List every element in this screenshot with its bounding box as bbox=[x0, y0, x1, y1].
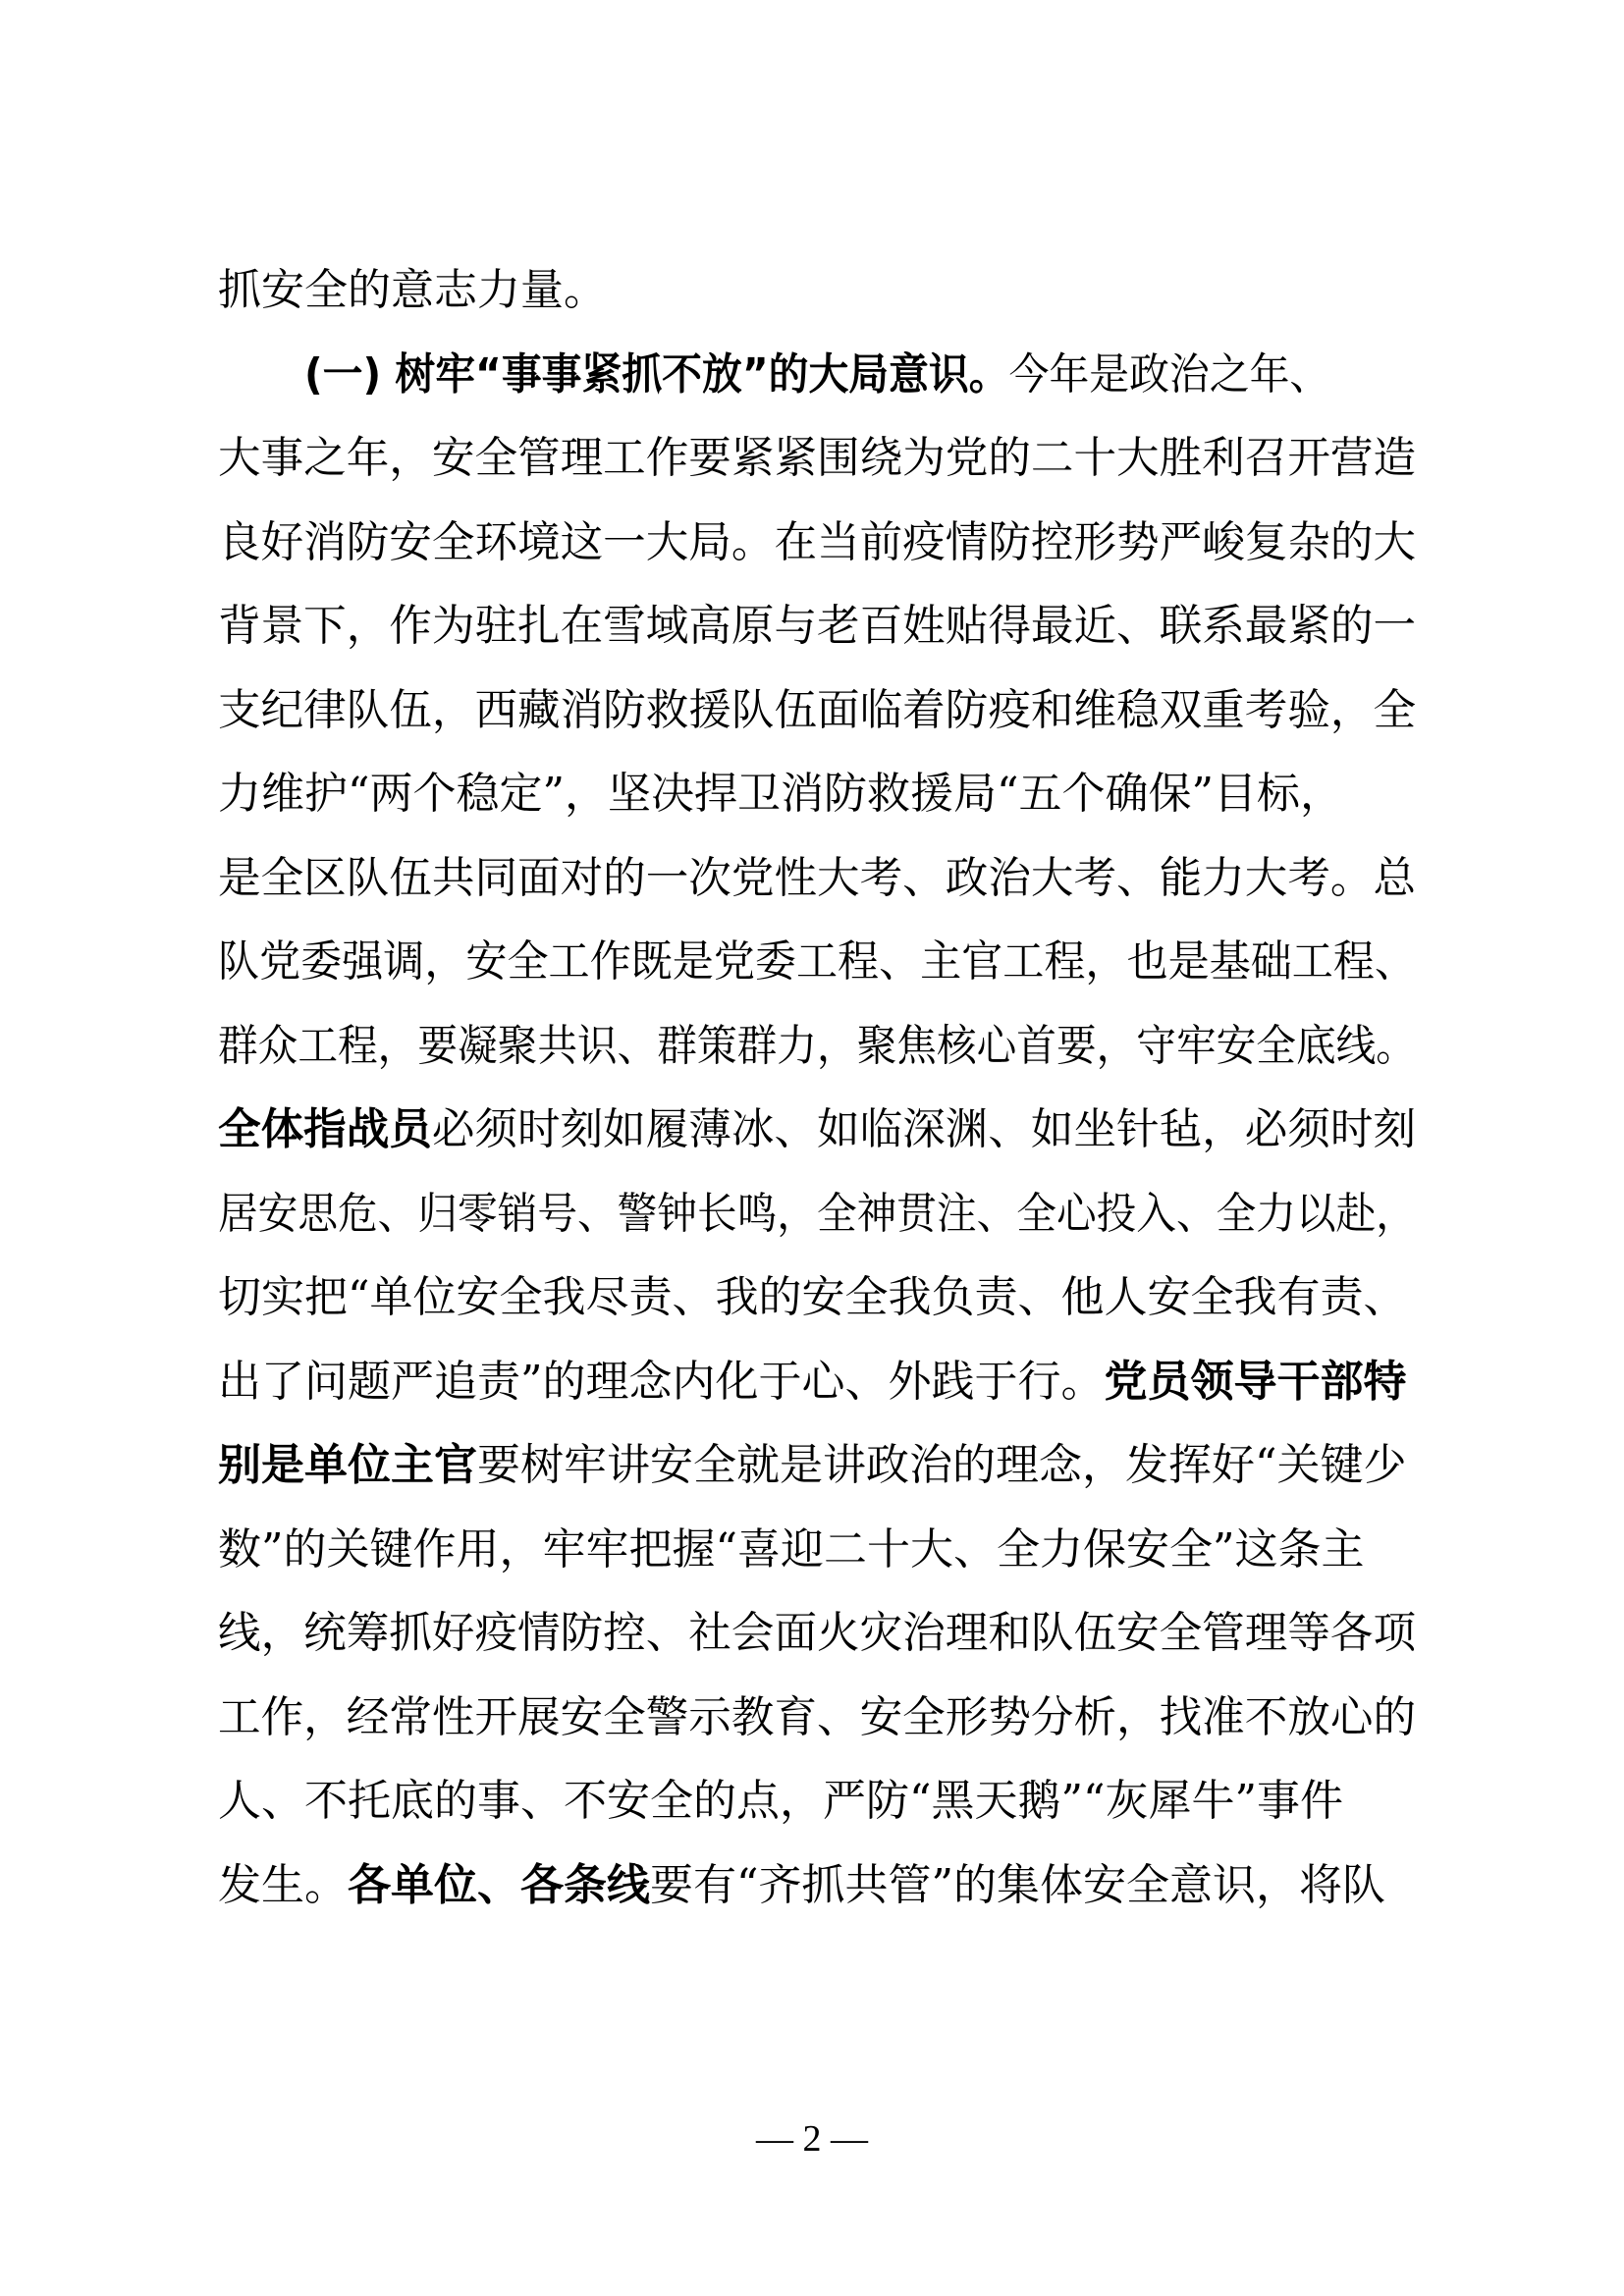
text-line bbox=[218, 923, 1416, 1001]
text-segment: 要有“齐抓共管”的集体安全意识，将队 bbox=[650, 1859, 1385, 1910]
text-segment: 工作，经常性开展安全警示教育、安全形势分析，找准不放心的 bbox=[218, 1691, 1417, 1742]
text-line bbox=[218, 1343, 1416, 1421]
text-segment: 必须时刻如履薄冰、如临深渊、如坐针毡，必须时刻 bbox=[431, 1104, 1417, 1154]
text-segment: 出了问题严追责”的理念内化于心、外践于行。 bbox=[218, 1356, 1105, 1407]
text-segment: 数”的关键作用，牢牢把握“喜迎二十大、全力保安全”这条主 bbox=[218, 1523, 1365, 1575]
text-segment: 群众工程，要凝聚共识、群策群力，聚焦核心首要，守牢安全底线。 bbox=[218, 1020, 1416, 1071]
bold-text-segment: 党员领导干部特 bbox=[1104, 1356, 1407, 1407]
text-segment: 发生。 bbox=[218, 1859, 348, 1910]
text-line bbox=[218, 587, 1417, 666]
text-line bbox=[218, 1426, 1416, 1505]
text-segment: 线，统筹抓好疫情防控、社会面火灾治理和队伍安全管理等各项 bbox=[218, 1608, 1417, 1658]
text-segment: 力维护“两个稳定”，坚决捍卫消防救援局“五个确保”目标， bbox=[218, 769, 1343, 819]
text-line bbox=[218, 1679, 1417, 1757]
text-segment: 是全区队伍共同面对的一次党性大考、政治大考、能力大考。总 bbox=[218, 852, 1417, 903]
text-segment: 要树牢讲安全就是讲政治的理念，发挥好“关键少 bbox=[477, 1440, 1407, 1490]
text-segment: 大事之年，安全管理工作要紧紧围绕为党的二十大胜利召开营造 bbox=[218, 433, 1417, 483]
text-line bbox=[218, 1594, 1417, 1673]
text-segment: 队党委强调，安全工作既是党委工程、主官工程，也是基础工程、 bbox=[218, 936, 1416, 987]
text-segment: 居安思危、归零销号、警钟长鸣，全神贯注、全心投入、全力以赴， bbox=[218, 1188, 1416, 1239]
text-segment: 良好消防安全环境这一大局。在当前疫情防控形势严峻复杂的大 bbox=[218, 516, 1417, 567]
page-number: — 2 — bbox=[756, 2118, 868, 2160]
text-line bbox=[218, 1762, 1416, 1841]
bold-text-segment: (一) 树牢“事事紧抓不放”的大局意识。 bbox=[304, 348, 1009, 400]
text-line bbox=[218, 1091, 1417, 1169]
text-line bbox=[218, 671, 1417, 750]
text-segment: 人、不托底的事、不安全的点，严防“黑天鹅”“灰犀牛”事件 bbox=[218, 1776, 1343, 1826]
bold-text-segment: 全体指战员 bbox=[218, 1104, 432, 1154]
text-line bbox=[218, 755, 1416, 833]
text-line bbox=[218, 504, 1417, 582]
text-line bbox=[218, 839, 1417, 918]
text-line bbox=[218, 1175, 1416, 1254]
text-segment: 今年是政治之年、 bbox=[1008, 348, 1330, 400]
text-line bbox=[218, 1846, 1416, 1925]
text-line bbox=[304, 336, 1416, 414]
bold-text-segment: 别是单位主官 bbox=[218, 1440, 477, 1490]
text-line bbox=[218, 1007, 1416, 1086]
text-line bbox=[218, 251, 1416, 330]
text-segment: 支纪律队伍，西藏消防救援队伍面临着防疫和维稳双重考验，全 bbox=[218, 684, 1417, 735]
bold-text-segment: 各单位、各条线 bbox=[348, 1859, 650, 1910]
text-line bbox=[218, 419, 1417, 498]
text-segment: 抓安全的意志力量。 bbox=[218, 265, 607, 315]
text-line bbox=[218, 1511, 1416, 1589]
text-line bbox=[218, 1258, 1416, 1337]
text-segment: 背景下，作为驻扎在雪域高原与老百姓贴得最近、联系最紧的一 bbox=[218, 601, 1417, 651]
text-segment: 切实把“单位安全我尽责、我的安全我负责、他人安全我有责、 bbox=[218, 1272, 1407, 1322]
